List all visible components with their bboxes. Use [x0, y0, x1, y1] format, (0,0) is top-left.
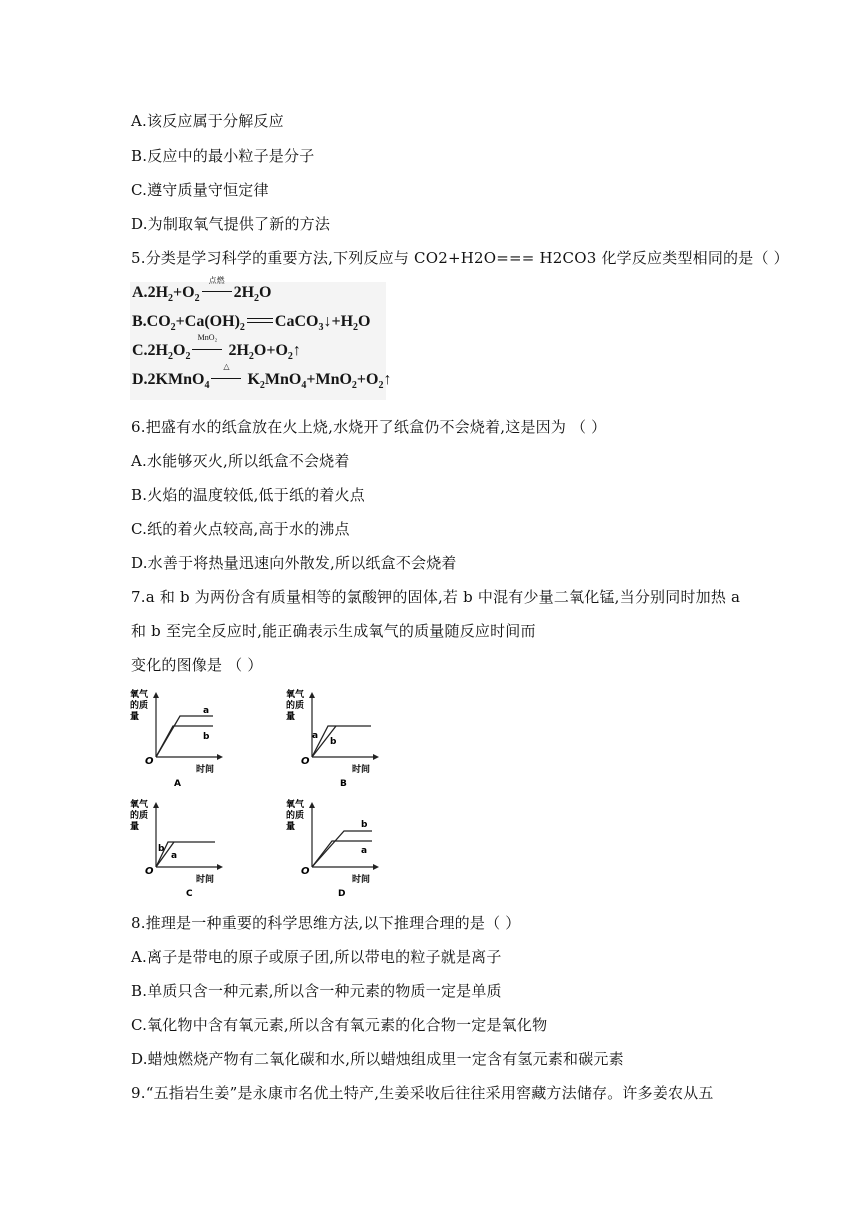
svg-text:的质: 的质	[130, 811, 149, 821]
graph-b-label: B	[340, 779, 347, 788]
q5-equation-d: D.2KMnO$_4$ △ $K_2MnO_4+MnO_2+O_2↑$	[132, 362, 392, 392]
q4-option-b: B.反应中的最小粒子是分子	[131, 147, 315, 165]
graph-d	[284, 796, 380, 902]
svg-text:氧气: 氧气	[286, 800, 305, 810]
q6-stem: 6.把盛有水的纸盒放在火上烧,水烧开了纸盒仍不会烧着,这是因为 （ ）	[131, 418, 607, 436]
q6-option-b: B.火焰的温度较低,低于纸的着火点	[131, 486, 365, 504]
svg-text:a: a	[361, 846, 368, 856]
q8-option-b: B.单质只含一种元素,所以含一种元素的物质一定是单质	[131, 982, 502, 1000]
graph-b	[284, 686, 380, 792]
q9-stem: 9.“五指岩生姜”是永康市名优土特产,生姜采收后往往采用窖藏方法储存。许多姜农从五	[131, 1084, 714, 1102]
q8-option-a: A.离子是带电的原子或原子团,所以带电的粒子就是离子	[131, 948, 502, 966]
graph-c	[128, 796, 224, 902]
q8-option-c: C.氧化物中含有氧元素,所以含有氧元素的化合物一定是氧化物	[131, 1016, 548, 1034]
graph-d-label: D	[338, 889, 346, 898]
graph-a-label: A	[174, 779, 181, 788]
svg-text:的质: 的质	[286, 701, 305, 711]
q5-equation-a: $A.2H_2+O_2$ 点燃 $2H_2O$	[132, 276, 272, 305]
q4-option-d: D.为制取氧气提供了新的方法	[131, 215, 331, 233]
q7-stem-line1: 7.a 和 b 为两份含有质量相等的氯酸钾的固体,若 b 中混有少量二氧化锰,当分别同时加热 a	[131, 588, 741, 606]
svg-text:量: 量	[286, 822, 296, 832]
svg-text:O: O	[145, 866, 154, 877]
q4-option-a: A.该反应属于分解反应	[131, 112, 284, 130]
svg-text:氧气: 氧气	[286, 690, 305, 700]
q5-equation-image	[130, 276, 392, 400]
q5-equation-b: $B.CO_2+Ca(OH)_2$ $CaCO_3↓+H_2O$	[132, 313, 371, 334]
q6-option-c: C.纸的着火点较高,高于水的沸点	[131, 520, 350, 538]
svg-text:时间: 时间	[196, 875, 215, 885]
svg-text:b: b	[330, 737, 337, 747]
svg-text:a: a	[312, 731, 319, 741]
svg-text:氧气: 氧气	[130, 690, 149, 700]
svg-text:时间: 时间	[352, 875, 371, 885]
q8-option-d: D.蜡烛燃烧产物有二氧化碳和水,所以蜡烛组成里一定含有氢元素和碳元素	[131, 1050, 624, 1068]
q7-stem-line3: 变化的图像是 （ ）	[131, 656, 263, 674]
q6-option-d: D.水善于将热量迅速向外散发,所以纸盒不会烧着	[131, 554, 457, 572]
svg-text:量: 量	[130, 712, 140, 722]
svg-text:的质: 的质	[130, 701, 149, 711]
svg-text:O: O	[301, 866, 310, 877]
svg-text:b: b	[158, 844, 165, 854]
svg-text:a: a	[171, 851, 178, 861]
q7-stem-line2: 和 b 至完全反应时,能正确表示生成氧气的质量随反应时间而	[131, 622, 536, 640]
q8-stem: 8.推理是一种重要的科学思维方法,以下推理合理的是（ ）	[131, 914, 521, 932]
svg-text:量: 量	[130, 822, 140, 832]
svg-text:量: 量	[286, 712, 296, 722]
graph-c-label: C	[186, 889, 193, 898]
graph-a	[128, 686, 224, 792]
q5-stem: 5.分类是学习科学的重要方法,下列反应与 CO2+H2O=== H2CO3 化学反应类型相同的是（ ）	[131, 249, 789, 267]
svg-text:的质: 的质	[286, 811, 305, 821]
svg-text:氧气: 氧气	[130, 800, 149, 810]
svg-text:时间: 时间	[352, 765, 371, 775]
svg-text:O: O	[145, 756, 154, 767]
svg-text:b: b	[203, 732, 210, 742]
q5-equation-c: $C.2H_2O_2$ MnO₂ $2H_2O+O_2↑$	[132, 333, 301, 363]
q4-option-c: C.遵守质量守恒定律	[131, 181, 269, 199]
svg-text:O: O	[301, 756, 310, 767]
svg-text:a: a	[203, 706, 210, 716]
svg-text:时间: 时间	[196, 765, 215, 775]
q6-option-a: A.水能够灭火,所以纸盒不会烧着	[131, 452, 350, 470]
svg-text:b: b	[361, 820, 368, 830]
